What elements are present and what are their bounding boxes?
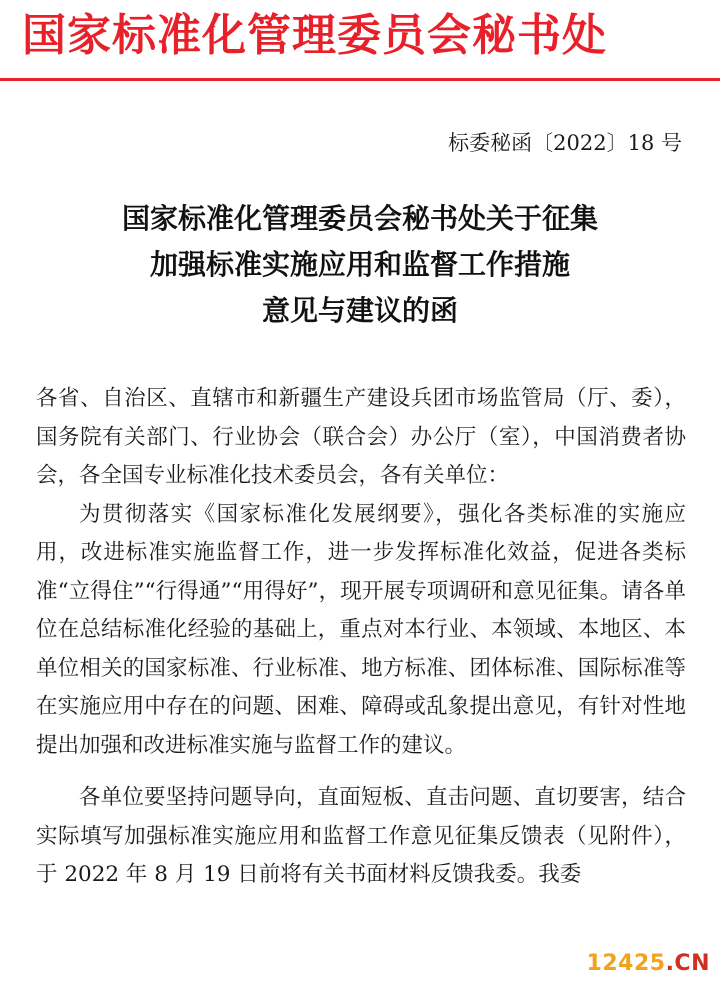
header-divider: [0, 78, 720, 81]
watermark-tld: .CN: [665, 951, 710, 976]
header-org-name: 国家标准化管理委员会秘书处: [22, 10, 607, 61]
body-paragraph-2: 各单位要坚持问题导向，直面短板、直击问题、直切要害，结合实际填写加强标准实施应用和监督工作意见征集反馈表（见附件），于 2022 年 8 月 19 日前将有关书面材料反馈我委。我委: [36, 785, 686, 887]
watermark-site: 12425: [586, 951, 666, 976]
document-body: [36, 380, 686, 895]
body-paragraph-1: 为贯彻落实《国家标准化发展纲要》，强化各类标准的实施应用，改进标准实施监督工作，进一步发挥标准化效益，促进各类标准“立得住”“行得通”“用得好”，现开展专项调研和意见征集。请各单位在总结标准化经验的基础上，重点对本行业、本领域、本地区、本单位相关的国家标准、行业标准、地方标准、团体标准、国际标准等在实施应用中存在的问题、困难、障碍或乱象提出意见，有针对性地提出加强和改进标准实施与监督工作的建议。: [36, 501, 686, 758]
site-watermark: [583, 949, 714, 979]
title-line-2: 加强标准实施应用和监督工作措施: [149, 248, 570, 281]
document-number: 标委秘函〔2022〕18 号: [448, 131, 682, 155]
document-title: [0, 196, 720, 334]
title-line-1: 国家标准化管理委员会秘书处关于征集: [121, 202, 598, 235]
title-line-3: 意见与建议的函: [261, 294, 458, 327]
addressees-paragraph: 各省、自治区、直辖市和新疆生产建设兵团市场监管局（厅、委），国务院有关部门、行业协会（联合会）办公厅（室），中国消费者协会，各全国专业标准化技术委员会，各有关单位：: [36, 386, 686, 488]
